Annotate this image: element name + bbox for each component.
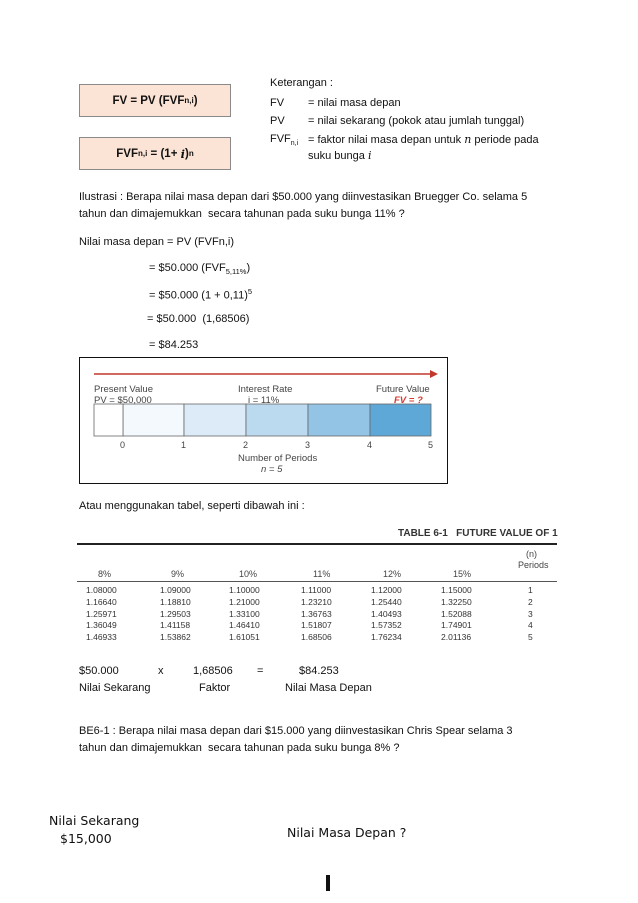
tick-3: 3 — [305, 440, 311, 450]
table-cell: 1.36049 — [86, 620, 117, 631]
formula-fv-close: ) — [193, 94, 198, 107]
tick-2: 2 — [243, 440, 249, 450]
hw-nilai-sekarang: Nilai Sekarang — [49, 813, 140, 828]
table-title: TABLE 6-1 FUTURE VALUE OF 1 — [398, 528, 558, 539]
step-2-sub: 5,11% — [225, 267, 247, 277]
pv-label: Present Value — [94, 384, 153, 395]
col-header-9: 9% — [171, 569, 185, 579]
step-2-b: ) — [246, 262, 251, 274]
table-cell-period: 5 — [528, 632, 533, 643]
hw-amount: $15,000 — [60, 831, 112, 846]
formula-fvf-sup: n — [188, 149, 194, 158]
be61-line-2: tahun dan dimajemukkan secara tahunan pada suku bunga 8% ? — [79, 742, 400, 754]
table-cell: 1.10000 — [229, 585, 260, 595]
step-2 — [149, 262, 250, 276]
tick-4: 4 — [367, 440, 373, 450]
summary-factor: 1,68506 — [193, 665, 233, 677]
table-cell: 1.33100 — [229, 608, 260, 619]
ilustrasi-line-2: tahun dan dimajemukkan secara tahunan pada suku bunga 11% ? — [79, 208, 405, 220]
hw-nilai-masa-depan: Nilai Masa Depan ? — [287, 825, 407, 840]
table-cell-period: 2 — [528, 596, 533, 607]
table-cell: 1.11000 — [301, 585, 332, 595]
text-cursor-mark — [326, 875, 330, 891]
legend-value-c: suku bunga — [308, 150, 368, 162]
table-cell: 1.09000 — [160, 585, 191, 595]
table-rule-header — [77, 581, 557, 582]
table-cell: 1.18810 — [160, 596, 191, 607]
legend-value-cont — [308, 149, 371, 162]
legend-key — [270, 133, 298, 147]
ilustrasi-line-1: Ilustrasi : Berapa nilai masa depan dari $50.000 yang diinvestasikan Bruegger Co. selama 5 — [79, 191, 528, 203]
pv-eq: PV = $50,000 — [94, 395, 152, 406]
future-value-table — [77, 523, 557, 653]
legend-key: PV — [270, 115, 285, 127]
rate-label: Interest Rate — [238, 384, 293, 395]
summary-future-value: $84.253 — [299, 665, 339, 677]
period-segment-4 — [308, 404, 370, 436]
table-cell-period: 3 — [528, 608, 533, 619]
period-segment-0 — [94, 404, 123, 436]
table-cell: 1.46933 — [86, 632, 117, 643]
formula-fvf-lhs: FVF — [116, 147, 139, 160]
table-rule-top — [77, 543, 557, 545]
table-cell: 1.29503 — [160, 608, 191, 619]
table-cell: 1.61051 — [229, 632, 260, 643]
table-cell: 1.12000 — [371, 585, 402, 595]
formula-box-fv — [79, 84, 231, 117]
axis-eq: n = 5 — [261, 464, 283, 475]
legend-key-sub: n,i — [290, 140, 299, 148]
legend-value: = nilai sekarang (pokok atau jumlah tunggal) — [308, 115, 525, 127]
keterangan-title: Keterangan : — [270, 77, 333, 89]
table-cell: 1.68506 — [301, 632, 332, 643]
legend-var-i: i — [367, 149, 372, 162]
col-header-11: 11% — [313, 569, 331, 579]
legend-value-b: periode pada — [471, 134, 539, 146]
table-cell-period: 4 — [528, 620, 533, 631]
formula-fvf-sub: n,i — [138, 149, 148, 158]
be61-line-1: BE6-1 : Berapa nilai masa depan dari $15.000 yang diinvestasikan Chris Spear selama 3 — [79, 725, 513, 737]
table-cell: 1.41158 — [160, 620, 191, 631]
table-cell-period: 1 — [528, 585, 533, 595]
axis-label: Number of Periods — [238, 453, 318, 464]
tick-1: 1 — [181, 440, 187, 450]
table-cell: 1.36763 — [301, 608, 332, 619]
step-3 — [149, 287, 252, 302]
summary-label-factor: Faktor — [199, 682, 231, 694]
step-3-a: = $50.000 (1 + 0,11) — [149, 289, 248, 302]
step-4: = $50.000 (1,68506) — [147, 313, 250, 325]
summary-multiply: x — [158, 665, 164, 677]
fv-label: Future Value — [376, 384, 430, 395]
step-2-a: = $50.000 (FVF — [149, 262, 226, 274]
table-cell: 1.25440 — [371, 596, 402, 607]
legend-value — [308, 133, 539, 146]
table-cell: 2.01136 — [441, 632, 472, 643]
table-cell: 1.15000 — [441, 585, 472, 595]
table-cell: 1.74901 — [441, 620, 472, 631]
summary-present-value: $50.000 — [79, 665, 119, 677]
step-5: = $84.253 — [149, 339, 199, 351]
formula-fv-sub: n,i — [184, 96, 194, 105]
table-cell: 1.16640 — [86, 596, 117, 607]
legend-key-main: FVF — [270, 133, 291, 145]
table-cell: 1.23210 — [301, 596, 332, 607]
rate-eq: i = 11% — [248, 395, 280, 406]
table-cell: 1.53862 — [160, 632, 191, 643]
step-3-sup: 5 — [247, 287, 253, 296]
table-cell: 1.08000 — [86, 585, 117, 595]
period-segment-1 — [123, 404, 184, 436]
table-cell: 1.76234 — [371, 632, 402, 643]
summary-equals: = — [257, 665, 264, 677]
formula-box-fvf — [79, 137, 231, 170]
legend-var-n: n — [464, 133, 472, 146]
table-cell: 1.57352 — [371, 620, 402, 631]
col-header-15: 15% — [453, 569, 472, 579]
col-header-12: 12% — [383, 569, 402, 579]
period-segment-3 — [246, 404, 308, 436]
summary-label-future: Nilai Masa Depan — [285, 682, 372, 694]
col-header-8: 8% — [98, 569, 112, 579]
legend-value-a: = faktor nilai masa depan untuk — [308, 134, 465, 146]
periods-label: Periods — [518, 560, 549, 570]
table-cell: 1.46410 — [229, 620, 260, 631]
legend-value: = nilai masa depan — [308, 97, 401, 109]
table-cell: 1.40493 — [371, 608, 402, 619]
table-cell: 1.25971 — [86, 608, 117, 619]
table-cell: 1.32250 — [441, 596, 472, 607]
formula-fvf-eq: = (1+ — [147, 147, 181, 160]
period-segment-5 — [370, 404, 431, 436]
legend-key: FV — [270, 97, 285, 109]
period-segment-2 — [184, 404, 246, 436]
formula-fvf-var: i — [180, 146, 185, 161]
fv-eq: FV = ? — [394, 395, 423, 406]
atau-text: Atau menggunakan tabel, seperti dibawah ini : — [79, 500, 305, 512]
table-cell: 1.52088 — [441, 608, 472, 619]
table-cell: 1.51807 — [301, 620, 332, 631]
tick-0: 0 — [120, 440, 126, 450]
table-cell: 1.21000 — [229, 596, 260, 607]
summary-label-present: Nilai Sekarang — [79, 682, 151, 694]
timeline-diagram — [79, 357, 448, 484]
timeline-arrow-head — [430, 370, 438, 378]
formula-fv-lhs: FV = PV (FVF — [112, 94, 185, 107]
periods-label-n: (n) — [526, 549, 537, 559]
step-1: Nilai masa depan = PV (FVFn,i) — [79, 236, 234, 248]
formula-fvf-close: ) — [184, 147, 189, 160]
col-header-10: 10% — [239, 569, 258, 579]
tick-5: 5 — [428, 440, 434, 450]
